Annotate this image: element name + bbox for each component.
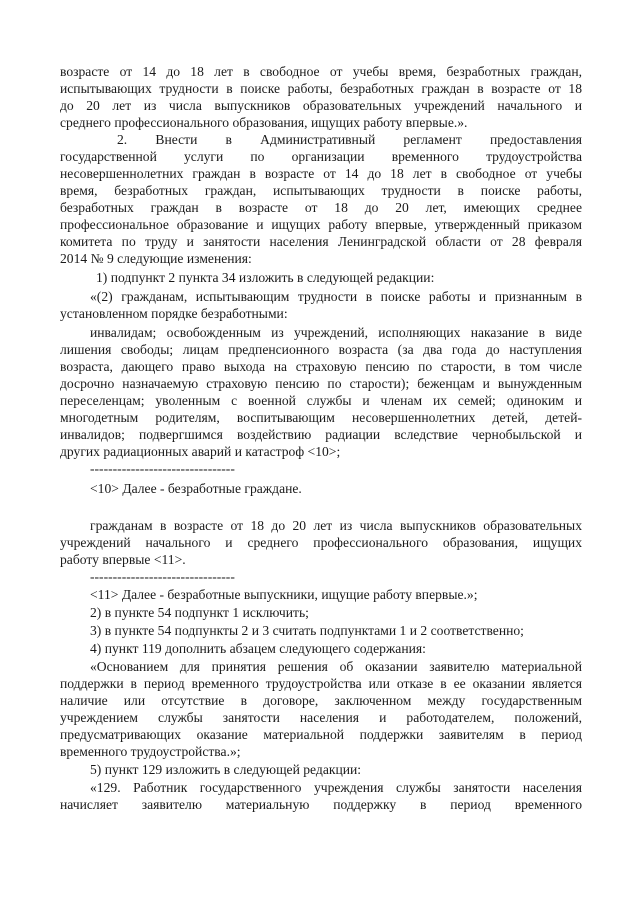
text-line: инвалидов; подвергшимся воздействию радиации вследствие чернобыльской и [60, 427, 582, 442]
text-line: установленном порядке безработными: [60, 306, 288, 321]
text-line: предусматривающих оказание материальной поддержки заявителям в период [60, 727, 582, 742]
text-line: «(2) гражданам, испытывающим трудности в поиске работы и признанным в [90, 289, 582, 304]
footnote-separator: -------------------------------- [90, 569, 235, 584]
list-item-4: 4) пункт 119 дополнить абзацем следующего содержания: [90, 641, 426, 656]
text-line: несовершеннолетних граждан в возрасте от 14 до 18 лет в свободное от учебы [60, 166, 582, 181]
text-line: других радиационных аварий и катастроф <10>; [60, 444, 341, 459]
text-line: безработных граждан в возрасте от 18 до 20 лет, имеющих среднее [60, 200, 582, 215]
text-line: учреждений начального и среднего профессионального образования, ищущих [60, 535, 582, 550]
text-line: 2014 № 9 следующие изменения: [60, 251, 252, 266]
list-item-5: 5) пункт 129 изложить в следующей редакции: [90, 762, 362, 777]
text-line: «129. Работник государственного учреждения службы занятости населения [90, 780, 582, 795]
text-line: наличие или отсутствие в договоре, заключенном между государственным [60, 693, 582, 708]
list-item-1: 1) подпункт 2 пункта 34 изложить в следующей редакции: [96, 270, 435, 285]
text-line: поддержки в период временного трудоустройства или отказе в ее оказании является [60, 676, 582, 691]
text-line: 2. Внести в Административный регламент предоставления [117, 132, 582, 147]
text-line: до 20 лет из числа выпускников образовательных учреждений начального и [60, 98, 582, 113]
text-line: работу впервые <11>. [60, 552, 186, 567]
text-line: время, безработных граждан, испытывающих трудности в поиске работы, [60, 183, 582, 198]
text-line: начисляет заявителю материальную поддержку в период временного [60, 797, 582, 812]
footnote-separator: -------------------------------- [90, 461, 235, 476]
text-line: «Основанием для принятия решения об оказании заявителю материальной [90, 659, 582, 674]
text-line: многодетным родителям, воспитывающим несовершеннолетних детей, детей- [60, 410, 582, 425]
text-line: лишения свободы; лицам предпенсионного возраста (за два года до наступления [60, 342, 582, 357]
text-line: комитета по труду и занятости населения Ленинградской области от 28 февраля [60, 234, 582, 249]
text-line: государственной услуги по организации временного трудоустройства [60, 149, 582, 164]
text-line: временного трудоустройства.»; [60, 744, 241, 759]
text-line: инвалидам; освобожденным из учреждений, исполняющих наказание в виде [90, 325, 582, 340]
footnote-10: <10> Далее - безработные граждане. [90, 481, 302, 496]
text-line: профессиональное образование и ищущих работу впервые, утвержденный приказом [60, 217, 582, 232]
list-item-3: 3) в пункте 54 подпункты 2 и 3 считать подпунктами 1 и 2 соответственно; [90, 623, 524, 638]
list-item-2: 2) в пункте 54 подпункт 1 исключить; [90, 605, 309, 620]
text-line: учреждением службы занятости населения и работодателем, положений, [60, 710, 582, 725]
text-line: возрасте от 14 до 18 лет в свободное от учебы время, безработных граждан, [60, 64, 582, 79]
text-line: среднего профессионального образования, ищущих работу впервые.». [60, 115, 468, 130]
footnote-11: <11> Далее - безработные выпускники, ищущие работу впервые.»; [90, 587, 478, 602]
text-line: испытывающих трудности в поиске работы, безработных граждан в возрасте от 18 [60, 81, 582, 96]
text-line: гражданам в возрасте от 18 до 20 лет из числа выпускников образовательных [90, 518, 582, 533]
text-line: переселенцам; уволенным с военной службы и членам их семей; одиноким и [60, 393, 582, 408]
text-line: досрочно назначаемую страховую пенсию по старости); беженцам и вынужденным [60, 376, 582, 391]
text-line: возраста, дающего право выхода на страховую пенсию по старости, в том числе [60, 359, 582, 374]
